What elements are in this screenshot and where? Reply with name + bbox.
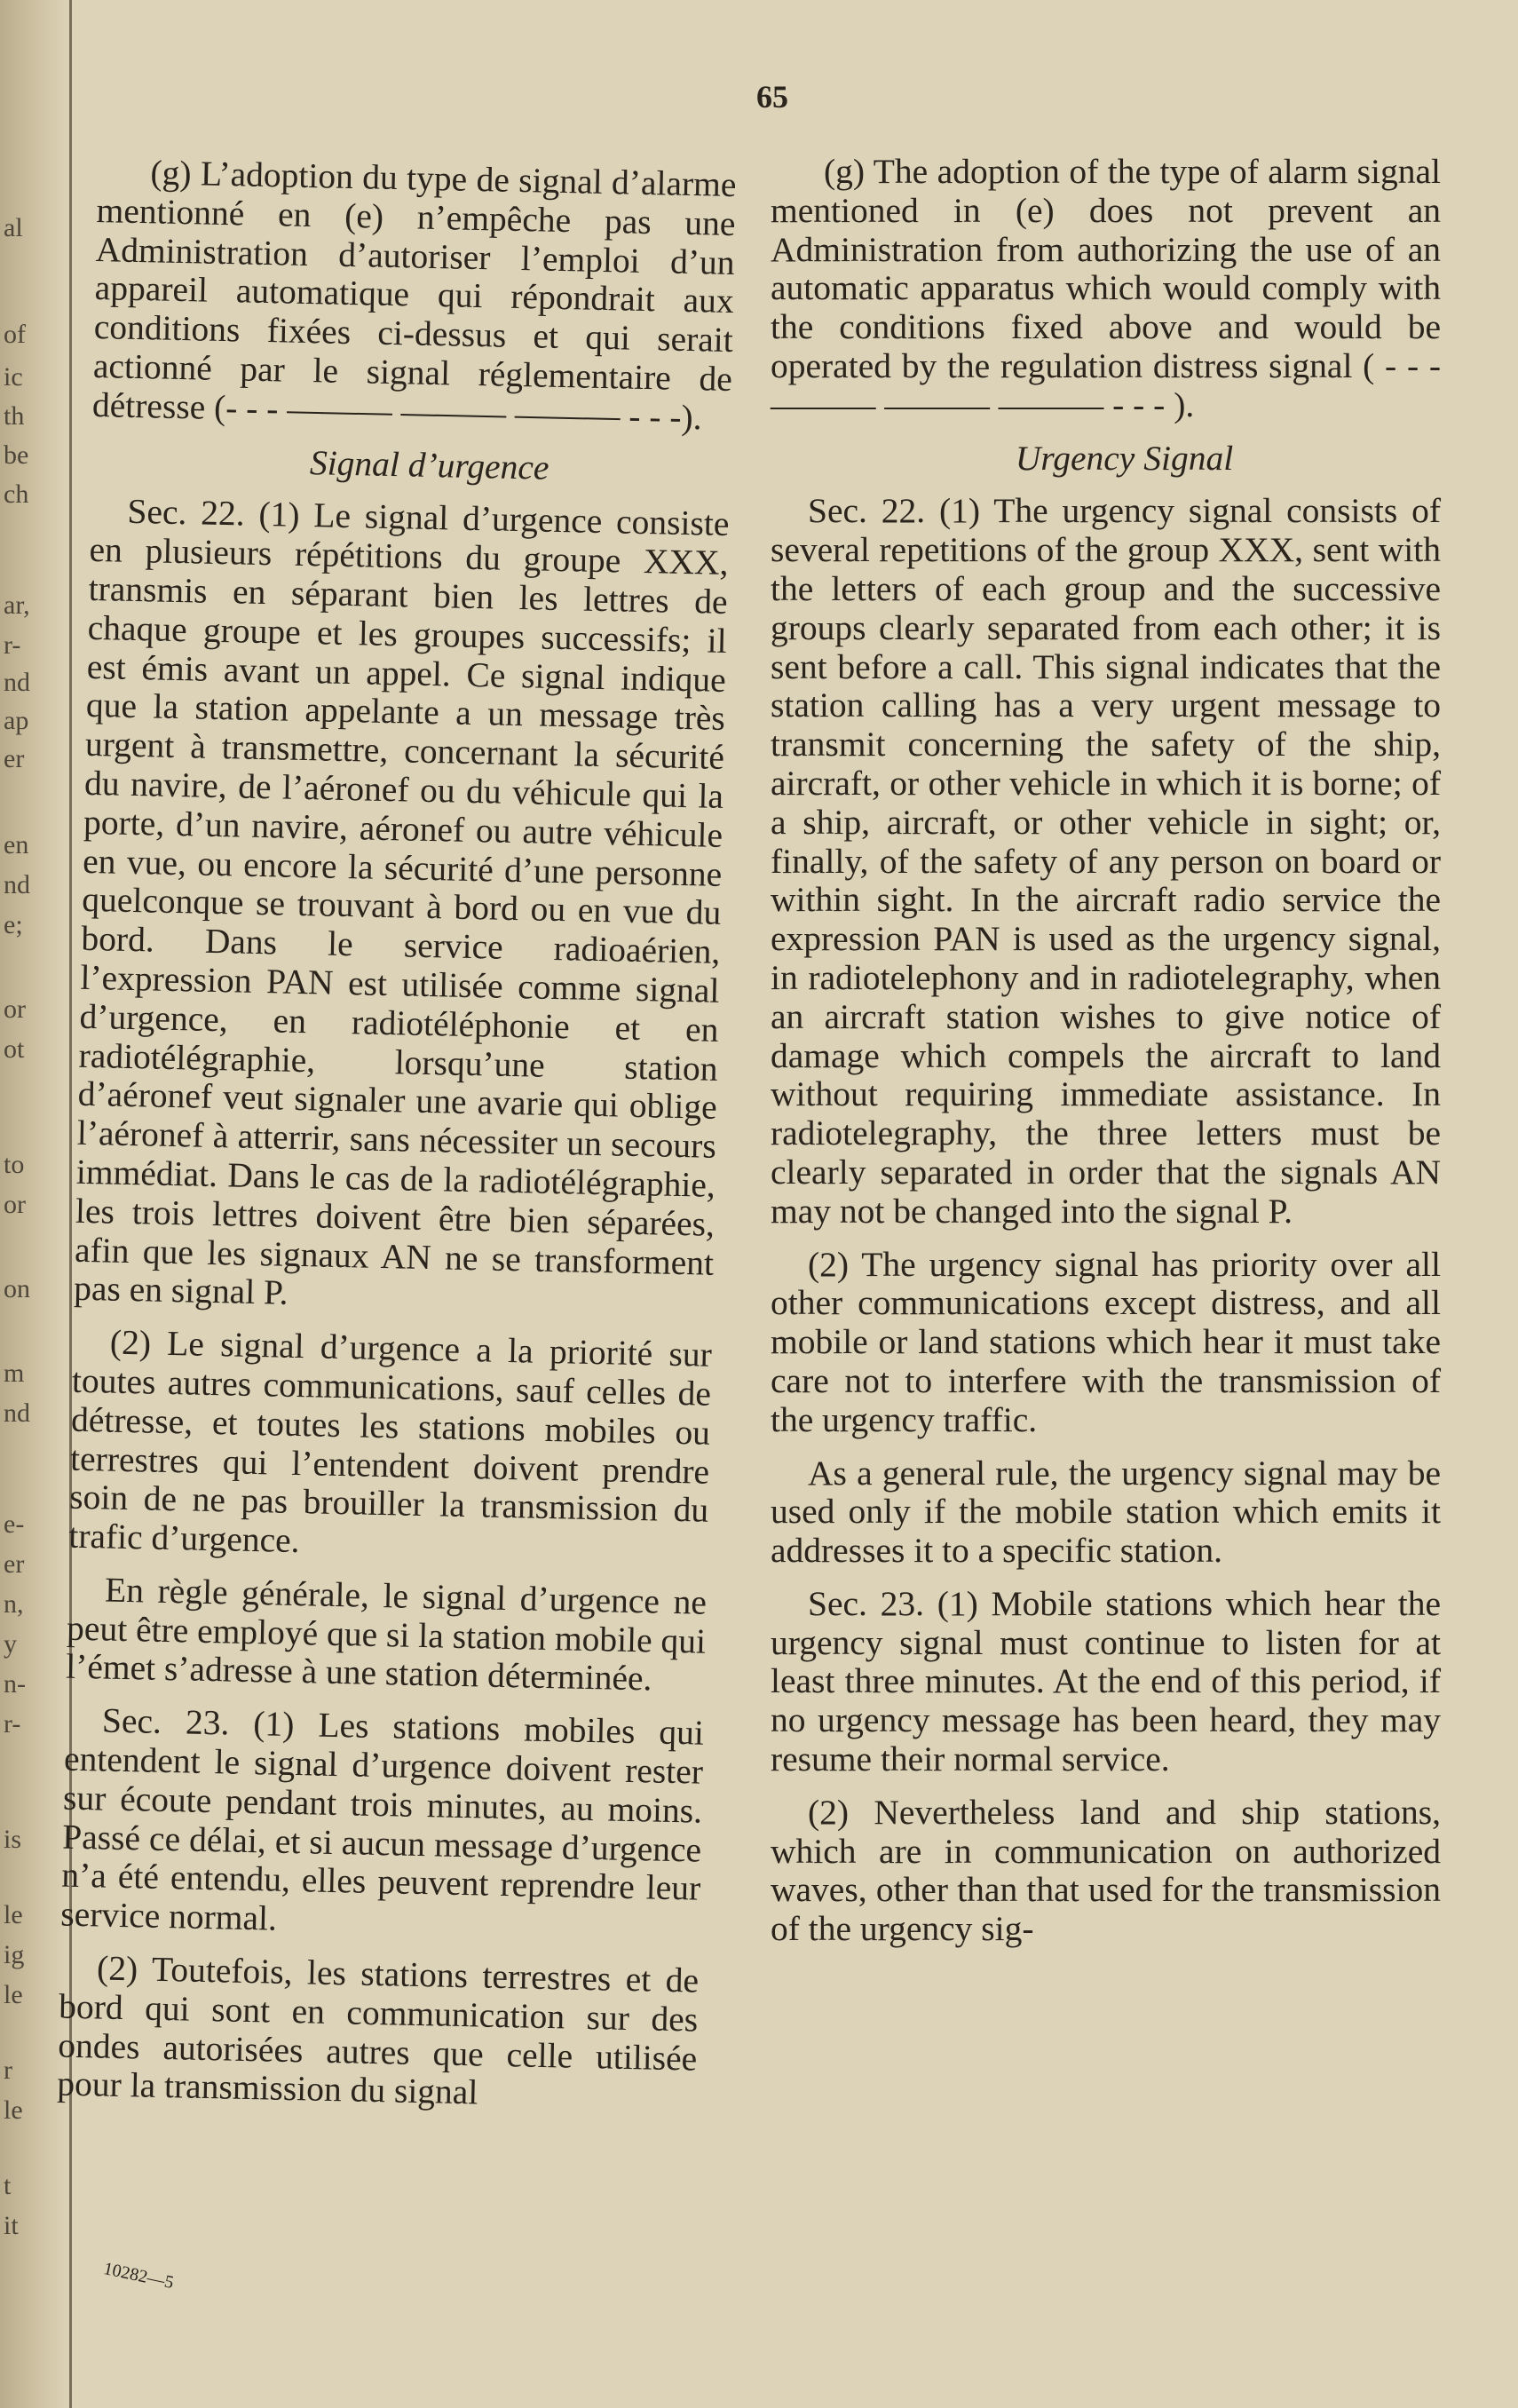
gutter-fragment: al bbox=[4, 213, 23, 242]
gutter-fragment: or bbox=[4, 994, 26, 1024]
gutter-fragment: r- bbox=[4, 1709, 21, 1739]
english-column bbox=[771, 153, 1441, 1963]
gutter-fragment: n, bbox=[4, 1589, 24, 1619]
french-sec22-rule: En règle générale, le signal d’urgence ne peut être employé que si la station mobile qui l’émet s’adresse à une station déterminée. bbox=[65, 1570, 708, 1699]
gutter-fragment: be bbox=[4, 440, 29, 470]
gutter-fragment: ar, bbox=[4, 590, 30, 620]
english-sec22-1: Sec. 22. (1) The urgency signal consists of several repetitions of the group XXX, sent with the letters of each group and the successive groups clearly separated from each other; it is sent before a call. This signal indicates that the station calling has a very urgent message to transmit concerning the safety of the ship, aircraft, or other vehicle in which it is borne; of a ship, aircraft, or other vehicle in sight; or, finally, of the safety of any person on board or within sight. In the aircraft radio service the expression PAN is used as the urgency signal, in radiotelephony and in radiotelegraphy, when an aircraft station wishes to give notice of damage which compels the aircraft to land without requiring immediate assistance. In radiotelegraphy, the three letters must be clearly separated in order that the signals AN may not be changed into the signal P. bbox=[771, 491, 1441, 1231]
gutter-fragment: th bbox=[4, 401, 25, 431]
gutter-fragment: m bbox=[4, 1358, 25, 1388]
gutter-fragment: le bbox=[4, 2095, 23, 2125]
gutter-fragment: le bbox=[4, 1900, 23, 1929]
gutter-fragment: y bbox=[4, 1629, 17, 1659]
french-sec22-2: (2) Le signal d’urgence a la priorité sur toutes autres communications, sauf celles de détresse, et toutes les stations mobiles ou terrestres qui l’entendent doivent prendre soin de ne pas brouiller la transmission du trafic d’urgence. bbox=[67, 1322, 713, 1561]
gutter-fragment: n- bbox=[4, 1669, 26, 1699]
gutter-fragment: ig bbox=[4, 1940, 25, 1969]
french-heading: Signal d’urgence bbox=[309, 442, 549, 487]
gutter-fragment: e- bbox=[4, 1509, 25, 1539]
gutter-fragment: ap bbox=[4, 706, 29, 735]
gutter-fragment: er bbox=[4, 744, 25, 773]
gutter-fragment: er bbox=[4, 1549, 25, 1579]
page-number: 65 bbox=[756, 79, 788, 115]
english-sec22-rule: As a general rule, the urgency signal may be used only if the mobile station which emits it addresses it to a specific station. bbox=[771, 1453, 1441, 1571]
french-sec22-1: Sec. 22. (1) Le signal d’urgence consiste en plusieurs répétitions du groupe XXX, transmis en séparant bien les lettres de chaque groupe et les groupes successifs; il est émis avant un appel. Ce signal indique que la station appelante a un message très urgent à transmettre, concernant la sécurité du navire, de l’aéronef ou du véhicule qui la porte, d’un navire, aéronef ou autre véhicule en vue, ou encore la sécurité d’une personne quelconque se trouvant à bord ou en vue du bord. Dans le service radioaérien, l’expression PAN est utilisée comme signal d’urgence, en radiotéléphonie et en radiotélégraphie, lorsqu’une station d’aéronef veut signaler une avarie qui oblige l’aéronef à atterrir, sans nécessiter un secours immédiat. Dans le cas de la radiotélégraphie, les trois lettres doivent être bien séparées, afin que les signaux AN ne se transforment pas en signal P. bbox=[73, 492, 730, 1313]
french-paragraph-g: (g) L’adoption du type de signal d’alarme mentionné en (e) n’empêche pas une Administration d’autoriser l’emploi d’un appareil automatique qui répondrait aux conditions fixées ci-dessus et qui serait actionné par le signal réglementaire de détresse (- - - ——— ——— ——— - - -). bbox=[91, 153, 737, 438]
english-paragraph-g: (g) The adoption of the type of alarm signal mentioned in (e) does not prevent an Administration from authorizing the use of an automatic apparatus which would comply with the conditions fixed above and would be operated by the regulation distress signal ( - - - ——— ——— ——— - - - ). bbox=[771, 152, 1441, 424]
english-heading: Urgency Signal bbox=[1015, 438, 1234, 478]
english-sec23-2: (2) Nevertheless land and ship stations, which are in communication on authorized waves, other than that used for the transmission of the urgency sig- bbox=[771, 1792, 1441, 1949]
english-sec22-2: (2) The urgency signal has priority over all other communications except distress, and all mobile or land stations which hear it must take care not to interfere with the transmission of the urgency traffic. bbox=[771, 1244, 1441, 1439]
gutter-fragment: or bbox=[4, 1190, 26, 1219]
gutter-fragment: nd bbox=[4, 668, 30, 697]
gutter-fragment: e; bbox=[4, 910, 23, 939]
french-sec23-1: Sec. 23. (1) Les stations mobiles qui entendent le signal d’urgence doivent rester sur écoute pendant trois minutes, au moins. Passé ce délai, et si aucun message d’urgence n’a été entendu, elles peuvent reprendre leur service normal. bbox=[59, 1700, 705, 1938]
gutter-fragment: ic bbox=[4, 362, 23, 392]
gutter-fragment: ch bbox=[4, 479, 29, 509]
gutter-fragment: nd bbox=[4, 870, 30, 899]
gutter-fragment: it bbox=[4, 2211, 19, 2240]
gutter-fragment: of bbox=[4, 320, 26, 349]
gutter-fragment: ot bbox=[4, 1034, 25, 1064]
french-column bbox=[57, 153, 737, 2132]
english-sec23-1: Sec. 23. (1) Mobile stations which hear the urgency signal must continue to listen for at least three minutes. At the end of this period, if no urgency message has been heard, they may resume their normal service. bbox=[771, 1583, 1441, 1779]
gutter-fragment: t bbox=[4, 2171, 12, 2200]
gutter-fragment: on bbox=[4, 1274, 30, 1303]
gutter-fragment: to bbox=[4, 1150, 25, 1179]
french-sec23-2: (2) Toutefois, les stations terrestres et de bord qui sont en communication sur des ondes autorisées autres que celle utilisée pour la transmission du signal bbox=[56, 1948, 700, 2112]
gutter-fragment: r bbox=[4, 2056, 12, 2085]
gutter-fragment: is bbox=[4, 1825, 22, 1854]
gutter-fragment: en bbox=[4, 830, 29, 859]
gutter-fragment: r- bbox=[4, 630, 21, 660]
gutter-fragment: nd bbox=[4, 1398, 30, 1428]
printer-code: 10282—5 bbox=[101, 2258, 176, 2293]
gutter-fragment: le bbox=[4, 1980, 23, 2009]
